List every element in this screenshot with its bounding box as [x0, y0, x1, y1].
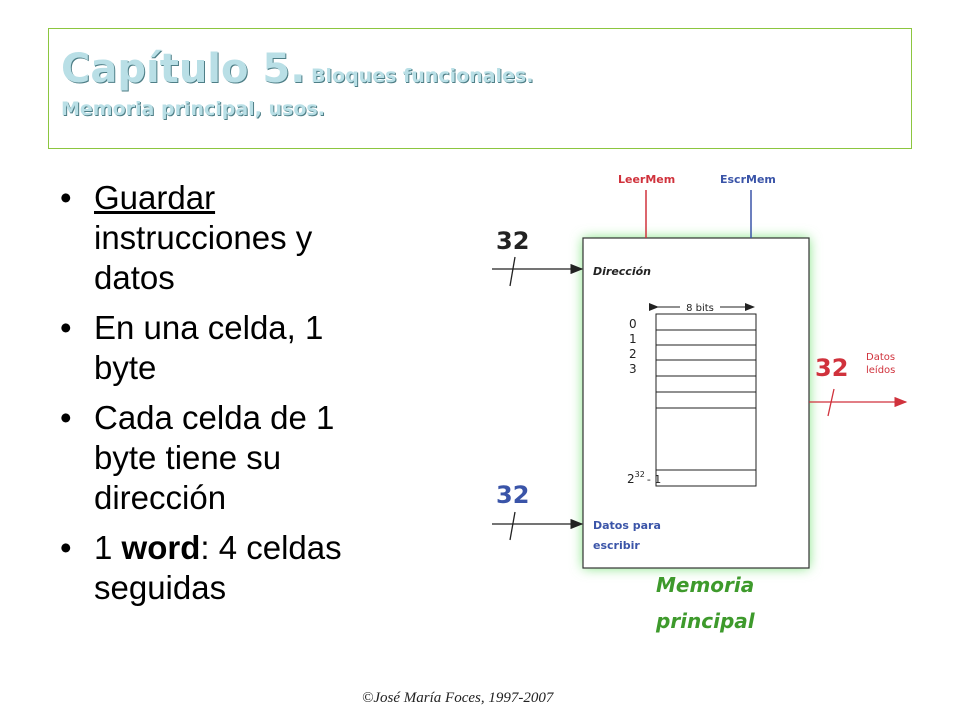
- bullet-text: Cada celda de 1: [94, 399, 335, 436]
- cell-index: 0: [629, 317, 637, 331]
- write-data-bus-slash: [510, 512, 515, 540]
- bullet-item: [60, 528, 420, 608]
- escribir-label: escribir: [593, 539, 640, 552]
- cell-index: 2: [629, 347, 637, 361]
- bullet-text: En una celda, 1: [94, 309, 324, 346]
- bullet-text: seguidas: [94, 569, 227, 606]
- cell-width-label: 8 bits: [686, 303, 714, 314]
- bullet-underlined-text: Guardar: [94, 179, 216, 216]
- escr-mem-label: EscrMem: [720, 173, 776, 186]
- title-section: Bloques funcionales.: [311, 65, 534, 87]
- bullet-text: instrucciones y: [94, 219, 313, 256]
- bullet-text: dirección: [94, 479, 227, 516]
- title-box: [48, 28, 912, 149]
- last-index-exp: 32: [634, 470, 645, 479]
- slide-title: [61, 46, 534, 92]
- input-width: 32: [496, 481, 530, 509]
- datos-para-label: Datos para: [593, 519, 661, 532]
- bullet-bold-text: word: [121, 529, 201, 566]
- datos-leidos-line1: Datos: [866, 352, 896, 363]
- bullet-dot: •: [60, 529, 72, 566]
- bullet-text: byte: [94, 349, 157, 386]
- bullet-item: [60, 398, 420, 518]
- bullet-item: [60, 178, 420, 298]
- memory-caption-line2: principal: [656, 609, 755, 633]
- leer-mem-label: LeerMem: [618, 173, 676, 186]
- memory-caption-line1: Memoria: [656, 573, 755, 597]
- address-width: 32: [496, 227, 530, 255]
- copyright-footer: ©José María Foces, 1997-2007: [362, 690, 554, 706]
- bullet-text: datos: [94, 259, 175, 296]
- cell-index: 1: [629, 332, 637, 346]
- bullet-text: 1: [94, 529, 122, 566]
- last-index-minus: - 1: [646, 473, 662, 486]
- bullet-list: [60, 178, 420, 618]
- memory-array: [656, 314, 756, 486]
- memory-diagram: [470, 160, 930, 660]
- bullet-item: [60, 308, 420, 388]
- direccion-label: Dirección: [593, 265, 651, 278]
- bullet-text: byte tiene su: [94, 439, 282, 476]
- bullet-dot: •: [60, 399, 72, 436]
- slide-subtitle: Memoria principal, usos.: [61, 98, 325, 120]
- address-bus-slash: [510, 257, 515, 286]
- bullet-dot: •: [60, 179, 72, 216]
- last-index-base: 2: [627, 472, 635, 486]
- bullet-dot: •: [60, 309, 72, 346]
- output-width: 32: [815, 354, 849, 382]
- cell-index: 3: [629, 362, 637, 376]
- datos-leidos-line2: leídos: [866, 365, 896, 376]
- title-chapter: Capítulo 5.: [61, 46, 306, 92]
- bullet-text: : 4 celdas: [200, 529, 342, 566]
